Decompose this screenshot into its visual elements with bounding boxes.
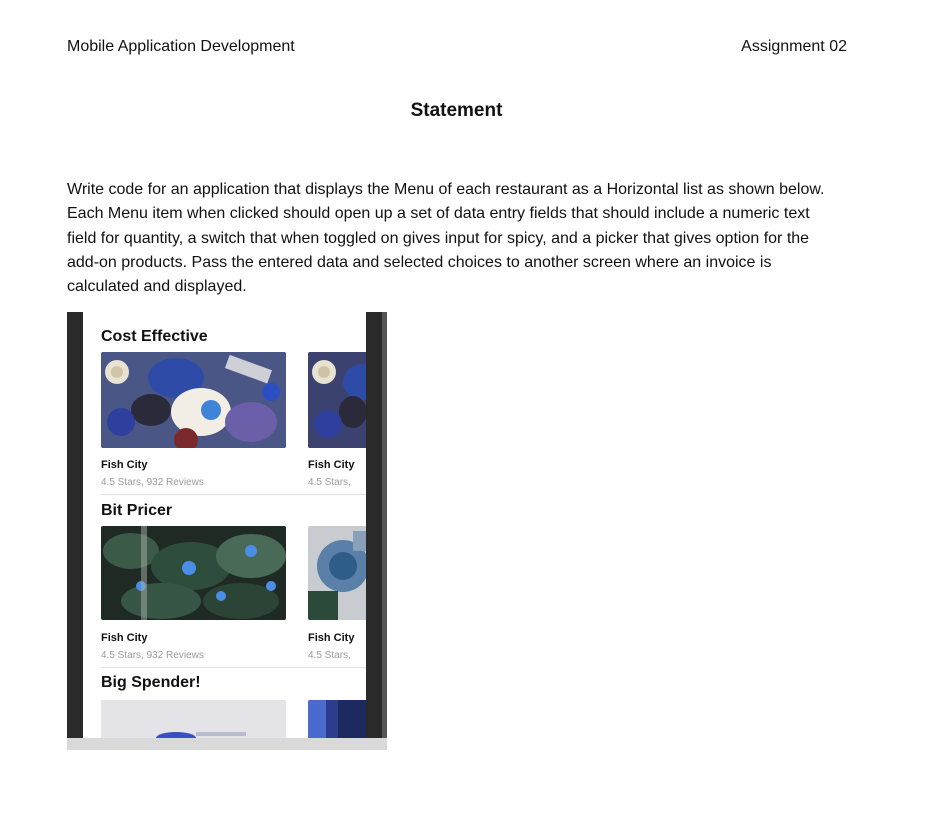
section-title-cost-effective[interactable]: Cost Effective — [101, 328, 208, 345]
card-name: Fish City — [101, 459, 148, 471]
food-photo-icon — [101, 700, 286, 738]
header-assignment: Assignment 02 — [741, 38, 847, 55]
menu-card-image[interactable] — [101, 526, 286, 620]
menu-card-image[interactable] — [308, 700, 366, 738]
section-title-big-spender[interactable]: Big Spender! — [101, 674, 201, 691]
section-divider — [101, 667, 366, 668]
phone-edge — [382, 312, 387, 738]
section-divider — [101, 494, 366, 495]
card-meta: 4.5 Stars, — [308, 477, 351, 488]
food-photo-icon — [308, 352, 366, 448]
plant-photo-icon — [101, 526, 286, 620]
header-course: Mobile Application Development — [67, 38, 295, 55]
statement-title: Statement — [410, 100, 503, 121]
card-name: Fish City — [308, 459, 355, 471]
food-photo-icon — [101, 352, 286, 448]
phone-screenshot — [67, 312, 387, 750]
card-meta: 4.5 Stars, 932 Reviews — [101, 650, 204, 661]
menu-card-image[interactable] — [101, 352, 286, 448]
section-title-bit-pricer[interactable]: Bit Pricer — [101, 502, 173, 519]
phone-screen — [83, 312, 366, 738]
card-name: Fish City — [308, 632, 355, 644]
card-meta: 4.5 Stars, — [308, 650, 351, 661]
food-photo-icon — [308, 526, 366, 620]
phone-bottom-bar — [67, 738, 387, 750]
food-photo-icon — [308, 700, 366, 738]
card-name: Fish City — [101, 632, 148, 644]
menu-card-image[interactable] — [308, 352, 366, 448]
statement-text: Write code for an application that displays the Menu of each restaurant as a Horizontal list as shown below. Each Menu item when clicked should open up a set of data entry fields that should include a numeric text field for quantity, a switch that when toggled on gives input for spicy, and a picker that gives option for the add-on products. Pass the entered data and selected choices to another screen where an invoice is calculated and displayed. — [67, 181, 825, 296]
menu-card-image[interactable] — [101, 700, 286, 738]
menu-card-image[interactable] — [308, 526, 366, 620]
card-meta: 4.5 Stars, 932 Reviews — [101, 477, 204, 488]
